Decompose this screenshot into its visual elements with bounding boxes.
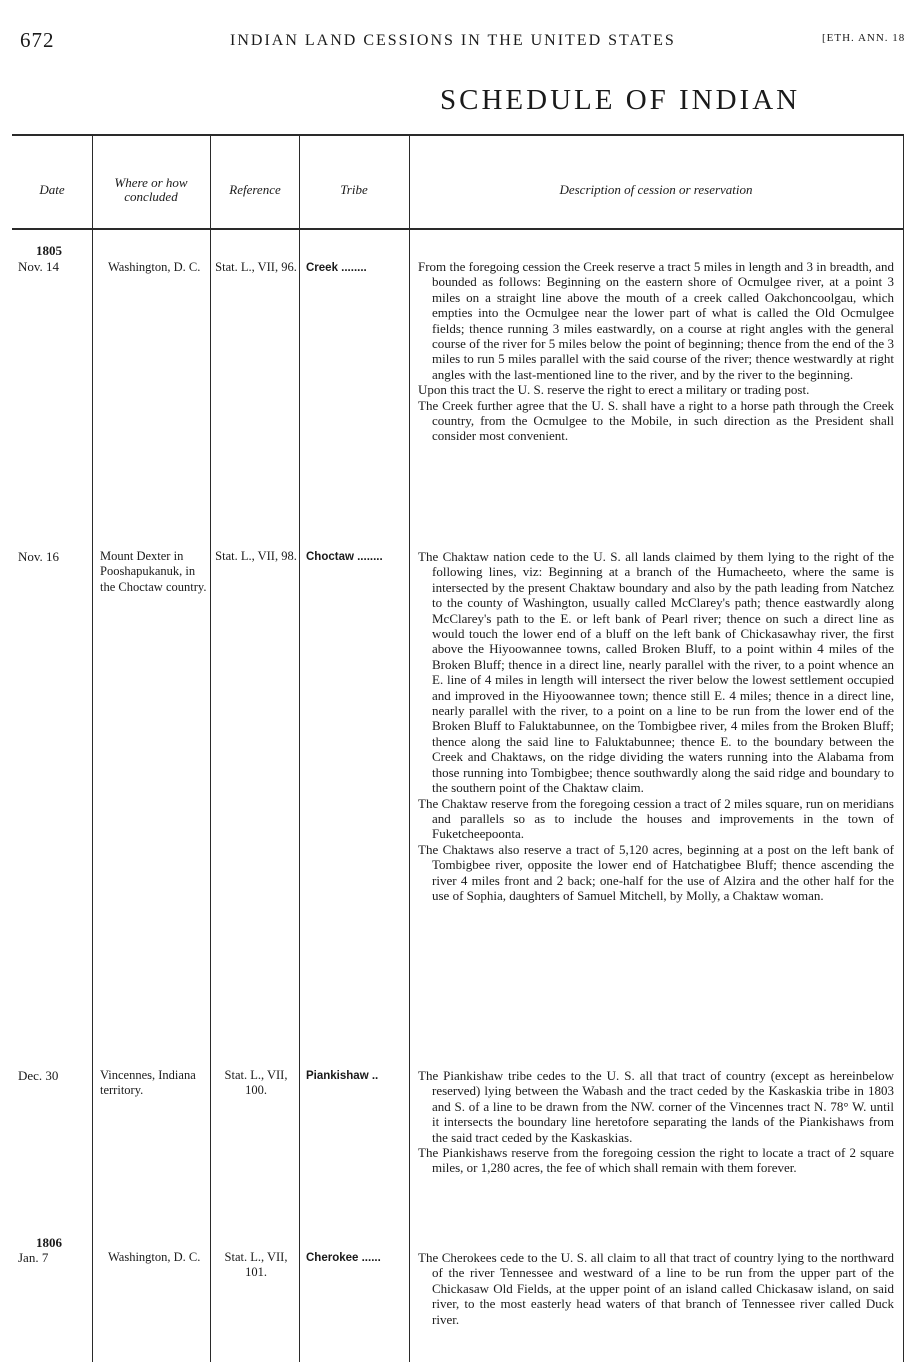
column-divider	[409, 134, 410, 1362]
column-header-description: Description of cession or reservation	[559, 182, 753, 197]
description-paragraph: The Chaktaws also reserve a tract of 5,120 acres, beginning at a post on the left bank of Tombigbee river, opposite the lower end of Hatchatigbee Bluff; thence ascending the river 4 miles front and 2 back; one-half for the use of Alzira and the other half for the use of Sophia, daughters of Samuel Mitchell, by Molly, a Chaktaw woman.	[418, 841, 894, 903]
description-paragraph: From the foregoing cession the Creek reserve a tract 5 miles in length and 3 in breadth, and bounded as follows: Beginning on the eastern shore of Ocmulgee river, at a point 3 miles on a straight line above the mouth of a creek called Oakchoncoolgau, which empties into the Ocmulgee near the lower part of what is called the Old Ocmulgee fields; thence running 3 miles eastwardly, on a course at right angles with the general course of the river for 5 miles below the point of beginning; thence from the end of the 3 miles to run 5 miles parallel with the said course of the river; thence westwardly at right angles with the last-mentioned line to the river, and by the river to the beginning.	[418, 259, 894, 382]
entry-place: Mount Dexter in Pooshapukanuk, in the Choctaw country.	[100, 549, 207, 594]
entry-date: Dec. 30	[18, 1068, 59, 1083]
description-paragraph: The Cherokees cede to the U. S. all claim to all that tract of country lying to the northward of the river Tennessee and westward of a line to be run from the upper part of the Chickasaw Old Fields, at the upper point of an island called Chickasaw island, on said river, to the most easterly head waters of that branch of Tennessee river called Duck river.	[418, 1250, 894, 1327]
entry-description	[418, 259, 894, 444]
entry-year: 1806	[36, 1235, 62, 1250]
description-paragraph: The Piankishaw tribe cedes to the U. S. all that tract of country (except as hereinbelow reserved) lying between the Wabash and the tract ceded by the Kaskaskia tribe in 1803 and S. of a line to be drawn from the NW. corner of the Vincennes tract N. 78° W. until it intersects the boundary line heretofore separating the lands of the Piankishaws from the said tract ceded by the Kaskaskias.	[418, 1068, 894, 1145]
column-header-tribe: Tribe	[340, 182, 368, 197]
description-paragraph: The Piankishaws reserve from the foregoing cession the right to locate a tract of 2 square miles, or 1,280 acres, the fee of which shall remain with them forever.	[418, 1145, 894, 1176]
schedule-title: SCHEDULE OF INDIAN	[440, 84, 801, 116]
column-divider	[210, 134, 211, 1362]
description-paragraph: Upon this tract the U. S. reserve the right to erect a military or trading post.	[418, 382, 810, 398]
entry-description	[418, 1068, 894, 1176]
entry-year: 1805	[36, 243, 62, 258]
column-divider	[299, 134, 300, 1362]
entry-reference: Stat. L., VII, 96.	[215, 260, 297, 274]
entry-reference: Stat. L., VII, 100.	[224, 1068, 288, 1098]
description-paragraph: The Creek further agree that the U. S. shall have a right to a horse path through the Creek country, from the Ocmulgee to the Mobile, in such direction as the President shall consider most convenient.	[418, 397, 894, 444]
entry-date: Jan. 7	[18, 1250, 49, 1265]
entry-tribe: Cherokee ......	[306, 1252, 381, 1264]
entry-reference: Stat. L., VII, 101.	[224, 1250, 288, 1280]
description-paragraph: The Chaktaw reserve from the foregoing cession a tract of 2 miles square, run on meridians and parallels so as to include the houses and improvements in the town of Fuketcheepoonta.	[418, 795, 894, 842]
description-paragraph: The Chaktaw nation cede to the U. S. all lands claimed by them lying to the right of the following lines, viz: Beginning at a branch of the Humacheeto, where the same is intersected by the present Chaktaw boundary and also by the path leading from Natchez to the county of Washington, usually called McClarey's path; thence eastwardly along McClarey's path to the E. or left bank of Pearl river; thence on such a direct line as would touch the lower end of a bluff on the left bank of Chickasawhay river, the first above the Hiyoowannee towns, called Broken Bluff, to a point within 4 miles of the Broken Bluff; thence in a direct line, nearly parallel with the river, to a point whence an E. line of 4 miles in length will intersect the river below the lowest settlement occupied and improved in the Hiyoowannee town; thence still E. 4 miles; thence in a direct line, nearly parallel with the river, to a point on a line to be run from the lower end of the Broken Bluff to Faluktabunnee, on the Tombigbee river, 4 miles from the Broken Bluff; thence along the said line to Faluktabunnee; thence E. to the boundary between the Creek and Chaktaws, on the ridge dividing the waters running into the Alabama from those running into Tombigbee; thence southwardly along the said ridge and boundary to the southern point of the Chaktaw claim.	[418, 549, 894, 796]
page-number: 672	[20, 28, 55, 52]
entry-place: Washington, D. C.	[108, 1250, 201, 1264]
table-header-rule	[12, 228, 904, 230]
entry-tribe: Piankishaw ..	[306, 1070, 379, 1082]
column-header-reference: Reference	[229, 182, 281, 197]
column-header-date: Date	[39, 182, 65, 197]
column-divider	[903, 134, 904, 1362]
column-header-where: Where or how concluded	[114, 175, 188, 204]
entry-place: Vincennes, Indiana territory.	[100, 1068, 196, 1098]
table-top-rule	[12, 134, 904, 136]
entry-reference: Stat. L., VII, 98.	[215, 549, 297, 563]
entry-date: Nov. 16	[18, 549, 60, 564]
running-title: INDIAN LAND CESSIONS IN THE UNITED STATES	[230, 32, 676, 49]
entry-place: Washington, D. C.	[108, 260, 201, 274]
entry-tribe: Creek ........	[306, 262, 367, 274]
entry-description	[418, 549, 894, 903]
entry-date: Nov. 14	[18, 259, 60, 274]
entry-tribe: Choctaw ........	[306, 551, 383, 563]
entry-description	[418, 1250, 894, 1327]
running-right: [ETH. ANN. 18	[822, 32, 906, 44]
column-divider	[92, 134, 93, 1362]
